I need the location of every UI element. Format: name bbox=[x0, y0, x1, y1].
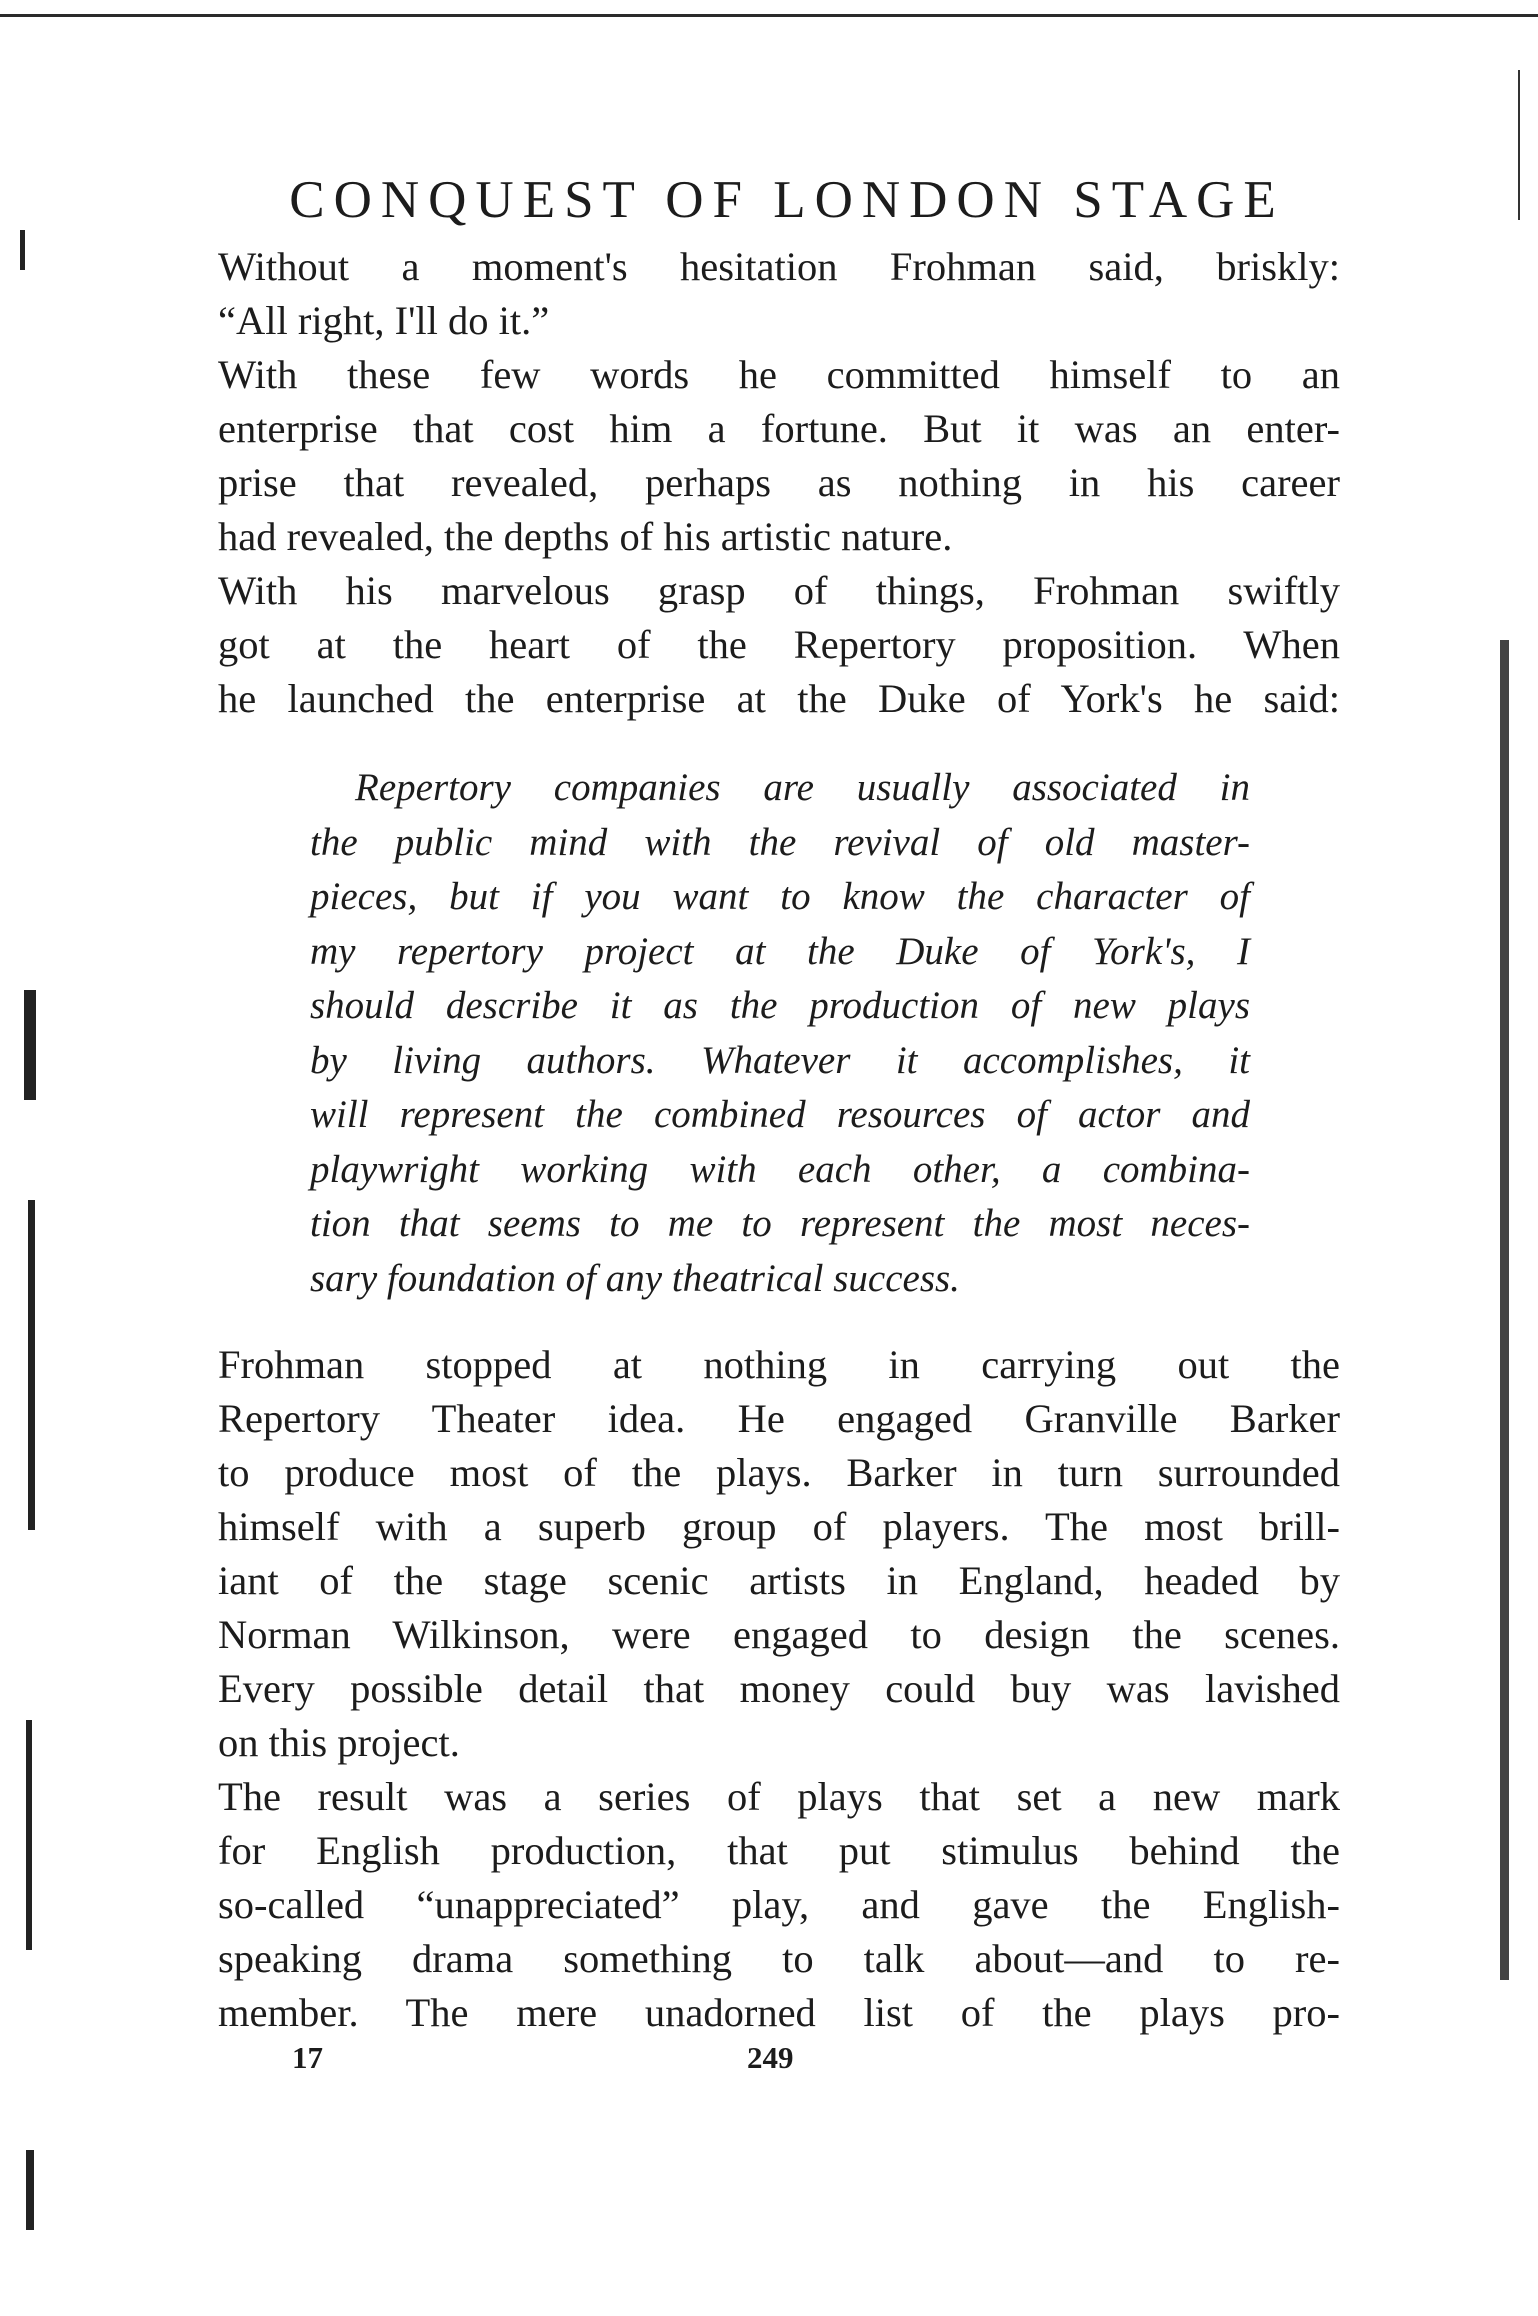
quote-line: by living authors. Whatever it accomplishes, it bbox=[310, 1038, 1250, 1082]
text-line: Every possible detail that money could buy was lavished bbox=[218, 1666, 1340, 1711]
paragraph bbox=[218, 1338, 1340, 1770]
text-line: iant of the stage scenic artists in England, headed by bbox=[218, 1558, 1340, 1603]
quote-line: sary foundation of any theatrical success. bbox=[310, 1256, 960, 1300]
quote-line: Repertory companies are usually associated in bbox=[355, 766, 1250, 809]
text-line: enterprise that cost him a fortune. But it was an enter- bbox=[218, 406, 1340, 451]
running-head: CONQUEST OF LONDON STAGE bbox=[289, 171, 1285, 229]
text-line: “All right, I'll do it.” bbox=[218, 298, 550, 343]
paragraph bbox=[218, 240, 1340, 348]
text-line: The result was a series of plays that set a new mark bbox=[218, 1774, 1340, 1819]
text-line: so-called “unappreciated” play, and gave the English- bbox=[218, 1882, 1340, 1927]
paragraph bbox=[218, 1770, 1340, 2040]
text-line: he launched the enterprise at the Duke of York's he said: bbox=[218, 676, 1340, 721]
paragraph bbox=[218, 348, 1340, 564]
text-line: Repertory Theater idea. He engaged Granville Barker bbox=[218, 1396, 1340, 1441]
scan-edge-shadow bbox=[1500, 640, 1509, 1980]
text-line: himself with a superb group of players. The most brill- bbox=[218, 1504, 1340, 1549]
scan-margin-mark bbox=[24, 990, 36, 1100]
quote-line: my repertory project at the Duke of York's, I bbox=[310, 929, 1250, 973]
scan-border-top bbox=[0, 14, 1538, 17]
scan-margin-mark bbox=[28, 1200, 35, 1530]
text-line: speaking drama something to talk about—and to re- bbox=[218, 1936, 1340, 1981]
text-line: Without a moment's hesitation Frohman said, briskly: bbox=[218, 244, 1340, 289]
text-line: member. The mere unadorned list of the plays pro- bbox=[218, 1990, 1340, 2035]
text-line: on this project. bbox=[218, 1720, 460, 1765]
quote-line: should describe it as the production of new plays bbox=[310, 984, 1250, 1027]
text-line: With these few words he committed himself to an bbox=[218, 352, 1340, 397]
scan-margin-mark bbox=[26, 1720, 32, 1950]
quote-line: the public mind with the revival of old master- bbox=[310, 820, 1250, 864]
text-line: had revealed, the depths of his artistic nature. bbox=[218, 514, 953, 559]
paragraph bbox=[218, 564, 1340, 726]
page-number: 249 bbox=[747, 2040, 794, 2075]
scan-edge-mark bbox=[1518, 70, 1520, 220]
text-line: prise that revealed, perhaps as nothing in his career bbox=[218, 460, 1340, 505]
page-footer bbox=[292, 2040, 852, 2090]
scan-margin-mark bbox=[26, 2150, 34, 2230]
quote-line: pieces, but if you want to know the character of bbox=[310, 875, 1250, 918]
quote-line: will represent the combined resources of actor and bbox=[310, 1093, 1250, 1136]
text-line: Norman Wilkinson, were engaged to design the scenes. bbox=[218, 1612, 1340, 1657]
text-line: for English production, that put stimulus behind the bbox=[218, 1828, 1340, 1873]
quote-line: tion that seems to me to represent the most neces- bbox=[310, 1202, 1250, 1245]
signature-mark: 17 bbox=[292, 2040, 323, 2075]
block-quote bbox=[218, 761, 1250, 1306]
text-line: Frohman stopped at nothing in carrying out the bbox=[218, 1342, 1340, 1387]
text-line: With his marvelous grasp of things, Frohman swiftly bbox=[218, 568, 1340, 613]
scan-margin-mark bbox=[20, 230, 25, 270]
text-line: to produce most of the plays. Barker in turn surrounded bbox=[218, 1450, 1340, 1495]
text-line: got at the heart of the Repertory proposition. When bbox=[218, 622, 1340, 667]
quote-line: playwright working with each other, a combina- bbox=[310, 1147, 1250, 1191]
book-page bbox=[218, 160, 1340, 2040]
